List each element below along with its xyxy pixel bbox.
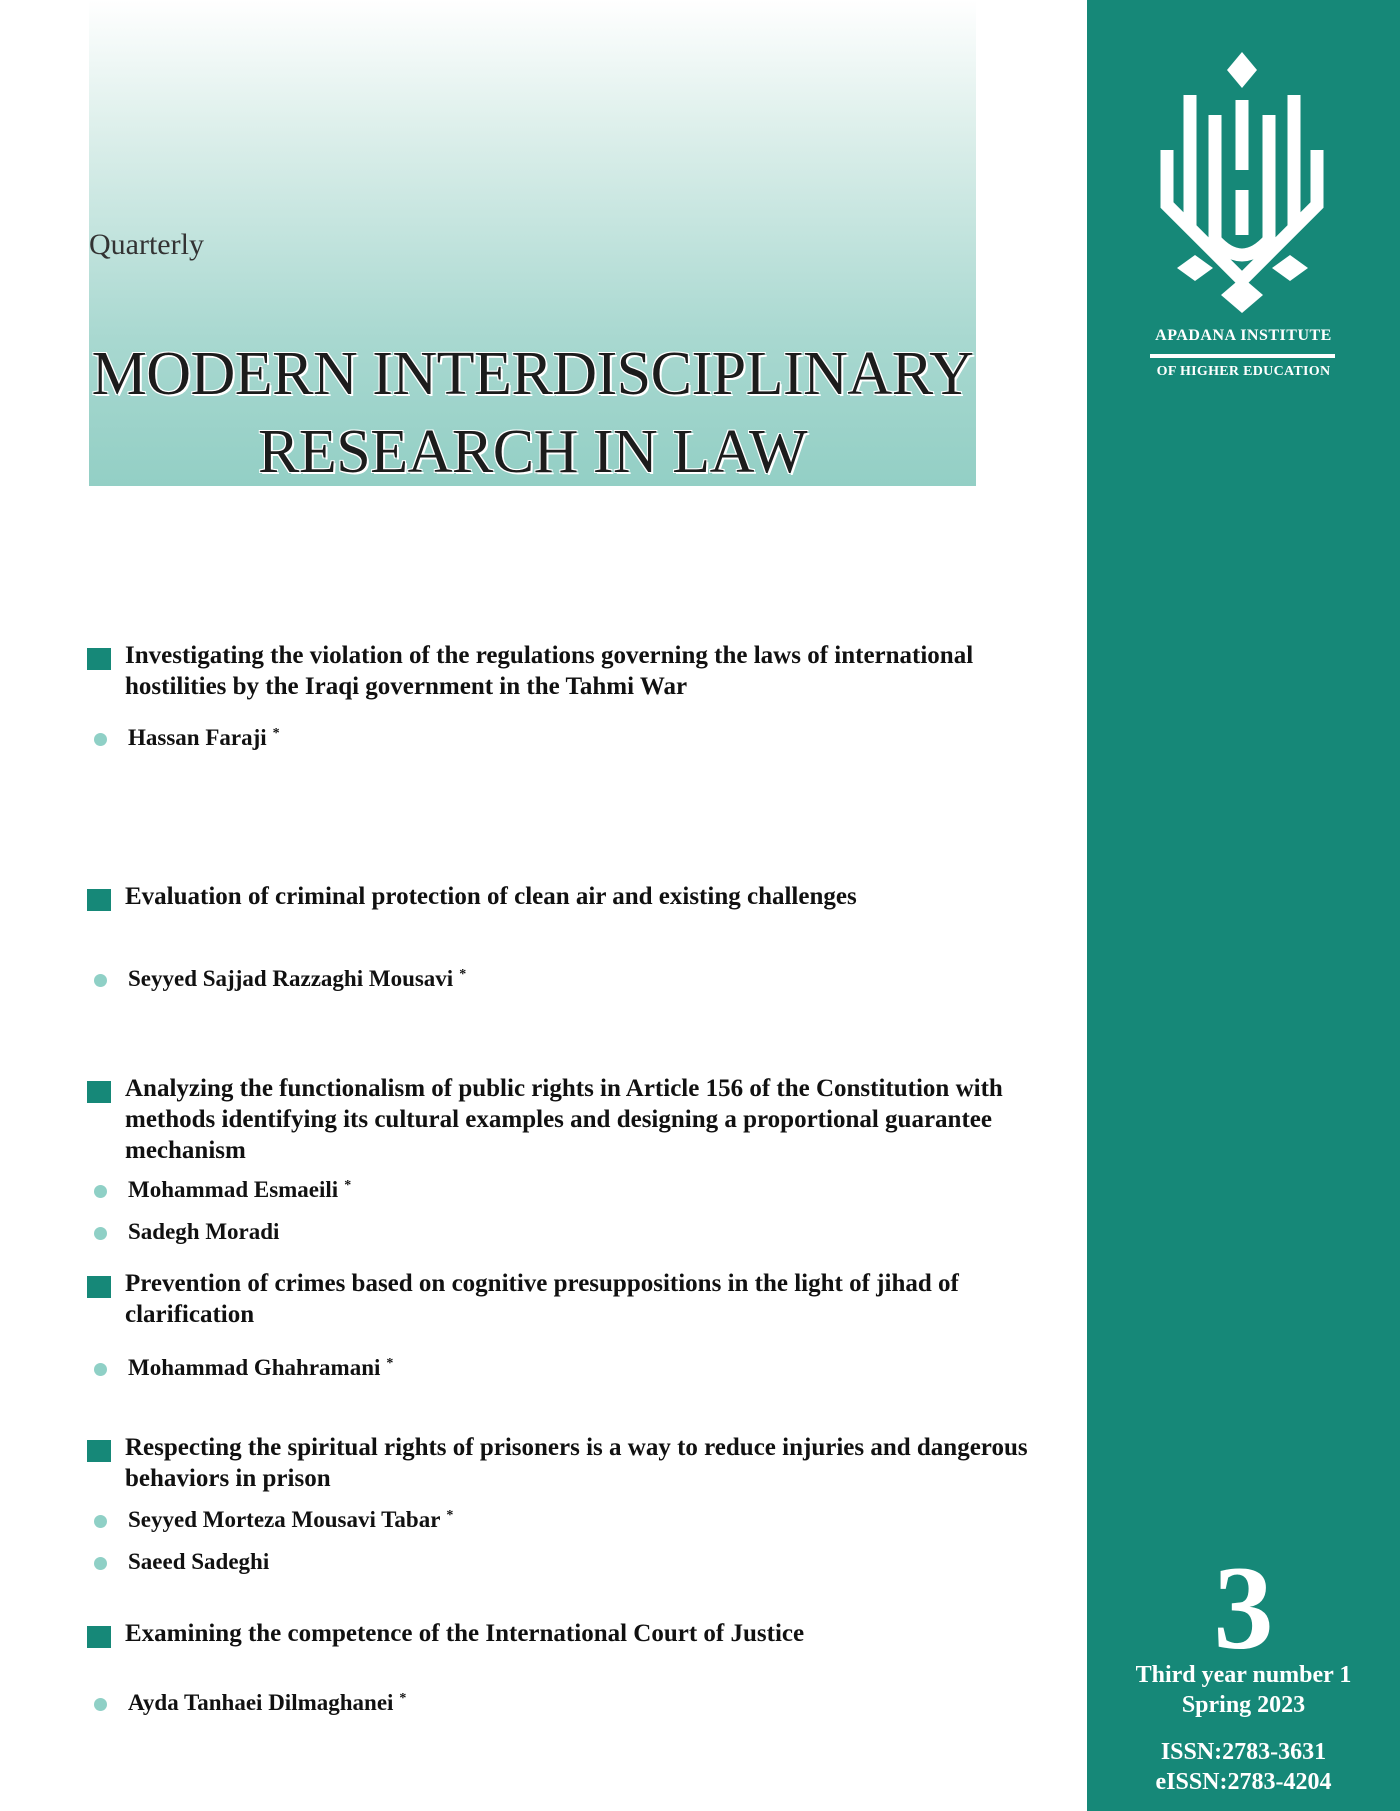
journal-title [89,335,976,491]
article-entry [87,1432,1067,1576]
author-bullet-dot [94,974,107,987]
institute-name-line-2: OF HIGHER EDUCATION [1156,364,1331,379]
author-bullet-dot [94,1557,107,1570]
article-title[interactable]: Examining the competence of the International Court of Justice [87,1618,1067,1649]
author-bullet-dot [94,1698,107,1711]
author: Seyyed Sajjad Razzaghi Mousavi * [87,965,1067,993]
institute-divider [1150,354,1335,358]
article-entry [87,1618,1067,1717]
article-title[interactable]: Evaluation of criminal protection of clean air and existing challenges [87,881,1067,912]
issue-info [1087,1660,1400,1720]
article-bullet-square [87,1081,111,1103]
author-bullet-dot [94,1227,107,1240]
author-bullet-dot [94,1515,107,1528]
issue-season: Spring 2023 [1181,1692,1306,1718]
article-bullet-square [87,1626,111,1648]
author: Hassan Faraji * [87,724,1067,752]
author: Seyyed Morteza Mousavi Tabar * [87,1506,1067,1534]
eissn: eISSN:2783-4204 [1155,1769,1332,1795]
article-title[interactable]: Prevention of crimes based on cognitive presuppositions in the light of jihad of clarification [87,1268,1067,1330]
author: Ayda Tanhaei Dilmaghanei * [87,1689,1067,1717]
journal-title-line-2: RESEARCH IN LAW [258,418,807,486]
issue-number: 3 [1213,1541,1274,1674]
article-entry [87,881,1067,993]
author: Saeed Sadeghi [87,1548,1067,1576]
issn-info [1087,1737,1400,1797]
institute-name-line-1: APADANA INSTITUTE [1155,327,1332,344]
article-entry [87,1268,1067,1382]
author-bullet-dot [94,1185,107,1198]
author-bullet-dot [94,733,107,746]
article-title[interactable]: Respecting the spiritual rights of prisoners is a way to reduce injuries and dangerous behaviors in prison [87,1432,1067,1494]
author: Mohammad Ghahramani * [87,1354,1067,1382]
article-bullet-square [87,648,111,670]
article-title[interactable]: Investigating the violation of the regulations governing the laws of international hostilities by the Iraqi government in the Tahmi War [87,640,1067,702]
journal-frequency: Quarterly [89,228,204,261]
article-bullet-square [87,1276,111,1298]
issue-year-number: Third year number 1 [1135,1662,1352,1688]
article-entry [87,1073,1067,1246]
article-title[interactable]: Analyzing the functionalism of public rights in Article 156 of the Constitution with methods identifying its cultural examples and designing a proportional guarantee mechanism [87,1073,1067,1166]
author: Sadegh Moradi [87,1218,1067,1246]
article-bullet-square [87,889,111,911]
article-entry [87,640,1067,752]
journal-title-line-1: MODERN INTERDISCIPLINARY [91,340,974,408]
article-bullet-square [87,1440,111,1462]
issn: ISSN:2783-3631 [1160,1739,1327,1765]
author-bullet-dot [94,1363,107,1376]
author: Mohammad Esmaeili * [87,1176,1067,1204]
apadana-institute-logo-icon [1145,40,1340,320]
